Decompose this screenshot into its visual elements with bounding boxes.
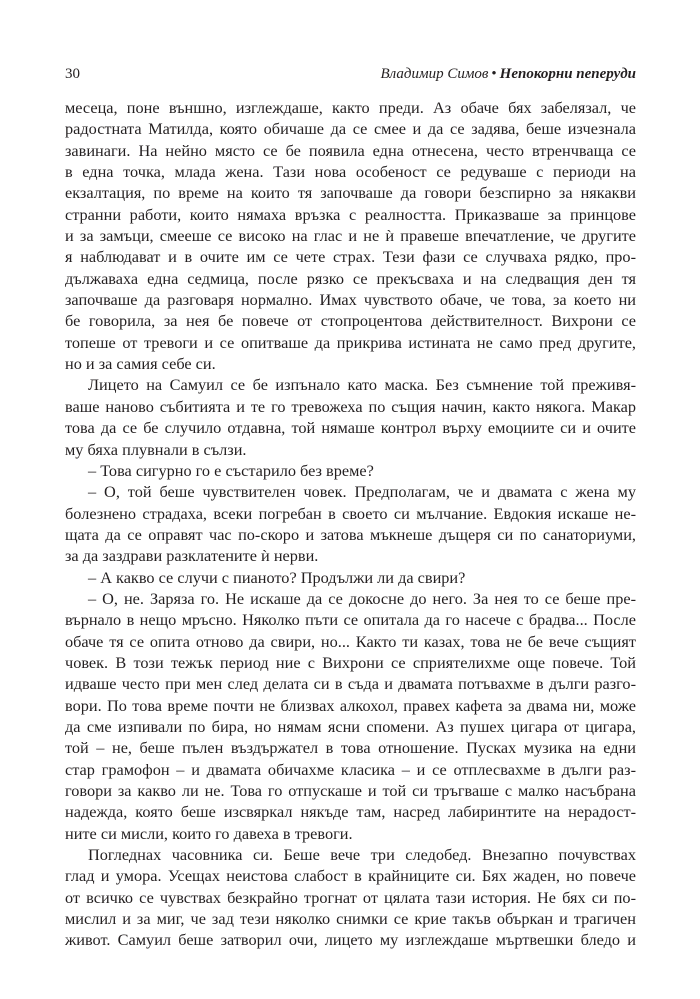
text-line: започваше да разговаря нормално. Имах чувството обаче, че това, за което ни bbox=[65, 290, 636, 310]
text-line: Лицето на Самуил се бе изпънало като маска. Без съмнение той преживя- bbox=[88, 375, 636, 395]
text-line: говори за какво ли не. Това го отпускаше и той си тръгваше с малко насъбрана bbox=[65, 781, 636, 800]
text-line: Погледнах часовника си. Беше вече три следобед. Внезапно почувствах bbox=[88, 845, 636, 865]
text-line: да сме изпивали по бира, но нямам ясни спомени. Аз пушех цигара от цигара, bbox=[65, 716, 636, 736]
text-line: той – не, беше пълен въздържател в това отношение. Пусках музика на едни bbox=[65, 738, 636, 758]
text-line: бе говорила, за нея бе повече от стопроцентова действителност. Вихрони се bbox=[65, 311, 636, 331]
text-line: ните си мисли, които го давеха в тревоги. bbox=[65, 823, 353, 843]
text-line: – О, не. Заряза го. Не искаше да се докосне до него. За нея то се беше пре- bbox=[88, 588, 636, 608]
text-line: месеца, поне външно, изглеждаше, както преди. Аз обаче бях забелязал, че bbox=[65, 98, 636, 117]
text-line: вори. По това време почти не близвах алкохол, правех кафета за двама ни, може bbox=[65, 695, 636, 715]
text-line: я наблюдават и в очите им се чете страх. Тези фази се случваха рядко, про- bbox=[65, 247, 636, 267]
text-line: но и за самия себе си. bbox=[65, 354, 216, 374]
body-text bbox=[65, 97, 636, 951]
text-line: мислил и за миг, че зад тези няколко снимки се крие такъв объркан и трагичен bbox=[65, 909, 636, 929]
text-line: живот. Самуил беше затворил очи, лицето му изглеждаше мъртвешки бледо и bbox=[65, 930, 636, 950]
text-line: глад и умора. Усещах неистова слабост в крайниците си. Бях жаден, но повече bbox=[65, 866, 636, 886]
text-line: надежда, която беше изсвяркал някъде там, насред лабиринтите на нерадост- bbox=[65, 802, 636, 822]
text-line: странни работи, които нямаха връзка с реалността. Приказваше за принцове bbox=[65, 204, 636, 224]
text-line: идваше често при мен след делата си в съда и двамата потъвахме в дълги разго- bbox=[65, 674, 636, 694]
text-line: екзалтация, по време на които тя започваше да говори безспирно за някакви bbox=[65, 183, 636, 203]
text-line: завинаги. На нейно място се бе появила една отнесена, често втренчваща се bbox=[65, 140, 636, 160]
text-line: топеше от тревоги и се опитваше да прикрива истината не само пред другите, bbox=[65, 332, 636, 352]
text-line: щата да се оправят час по-скоро и затова мъкнеше дъщеря си по санаториуми, bbox=[65, 524, 636, 544]
paragraph bbox=[65, 567, 636, 588]
header-separator: • bbox=[491, 66, 497, 82]
text-line: дължаваха една седмица, после рязко се прекъсваха и на следващия ден тя bbox=[65, 268, 636, 288]
text-line: човек. В този тежък период ние с Вихрони се сприятелихме още повече. Той bbox=[65, 652, 636, 672]
text-line: и за замъци, смееше се високо на глас и не ѝ правеше впечатление, че другите bbox=[65, 226, 636, 246]
paragraph bbox=[65, 588, 636, 844]
text-line: радостната Матилда, която обичаше да се смее и да се задява, беше изчезнала bbox=[65, 119, 636, 139]
paragraph bbox=[65, 844, 636, 951]
paragraph bbox=[65, 97, 636, 374]
paragraph bbox=[65, 481, 636, 566]
text-line: стар грамофон – и двамата обичахме класика – и се отплесвахме в дълги раз- bbox=[65, 759, 636, 779]
text-line: му бяха плувнали в сълзи. bbox=[65, 439, 247, 459]
text-line: в една точка, млада жена. Тази нова особеност се редуваше с периоди на bbox=[65, 162, 636, 182]
text-line: – О, той беше чувствителен човек. Предполагам, че и двамата с жена му bbox=[88, 482, 636, 502]
paragraph bbox=[65, 374, 636, 459]
text-line: болезнено страдаха, всеки погребан в своето си мълчание. Евдокия искаше не- bbox=[65, 503, 636, 523]
page-number: 30 bbox=[65, 66, 80, 82]
text-line: обаче тя се опита отново да свири, но... Както ти казах, това не бе вече същият bbox=[65, 631, 636, 651]
text-line: за да заздрави разклатените ѝ нерви. bbox=[65, 546, 319, 566]
header-author-title bbox=[381, 64, 636, 84]
text-line: – Това сигурно го е състарило без време? bbox=[88, 460, 374, 480]
paragraph bbox=[65, 460, 636, 481]
text-line: – А какво се случи с пианото? Продължи ли да свири? bbox=[88, 567, 466, 587]
text-line: от всичко се чувствах безкрайно трогнат от цялата тази история. Не бях си по- bbox=[65, 887, 636, 907]
text-line: ваше наново събитията и те го тревожеха по същия начин, както някога. Макар bbox=[65, 396, 636, 416]
text-line: върнало в нещо мръсно. Няколко пъти се опитала да го насече с брадва... После bbox=[65, 610, 636, 630]
book-title: Непокорни пеперуди bbox=[499, 66, 636, 82]
text-line: това да се бе случило отдавна, той нямаше контрол върху емоциите си и очите bbox=[65, 418, 636, 438]
running-header bbox=[65, 64, 636, 84]
author-name: Владимир Симов bbox=[380, 66, 489, 82]
